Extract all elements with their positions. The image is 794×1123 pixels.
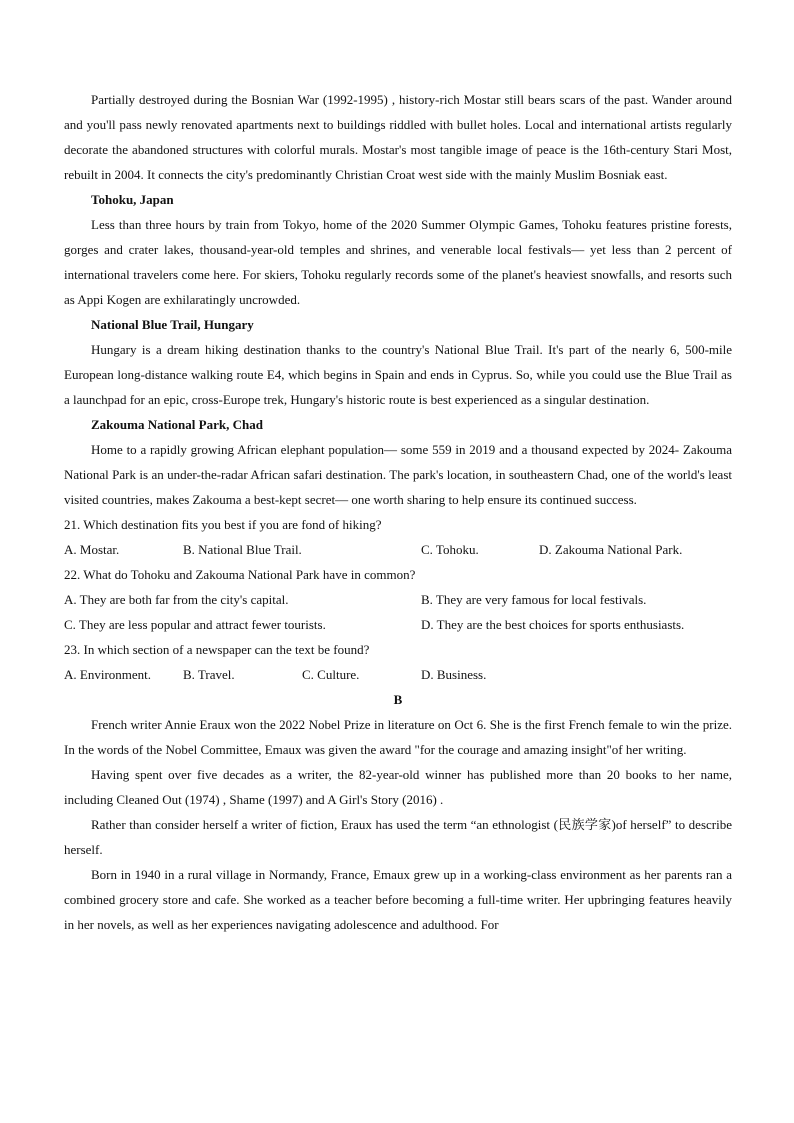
option-23-b: B. Travel.: [183, 667, 235, 682]
heading-tohoku: Tohoku, Japan: [91, 192, 174, 207]
option-21-c: C. Tohoku.: [421, 542, 479, 557]
question-21: 21. Which destination fits you best if you are fond of hiking?: [64, 517, 382, 532]
question-22-options-row2: [64, 612, 732, 637]
question-23: 23. In which section of a newspaper can the text be found?: [64, 642, 370, 657]
heading-zakouma: Zakouma National Park, Chad: [91, 417, 263, 432]
paragraph-b2: Having spent over five decades as a writer, the 82-year-old winner has published more than 20 books to her name, including Cleaned Out (1974) , Shame (1997) and A Girl's Story (2016) .: [64, 767, 732, 807]
document-page: [64, 87, 732, 937]
paragraph-b3: Rather than consider herself a writer of fiction, Eraux has used the term “an ethnologist (民族学家)of herself” to describe herself.: [64, 817, 732, 857]
section-b-label: B: [393, 692, 403, 707]
option-21-d: D. Zakouma National Park.: [539, 542, 683, 557]
option-21-b: B. National Blue Trail.: [183, 542, 302, 557]
option-22-d: D. They are the best choices for sports enthusiasts.: [421, 617, 685, 632]
paragraph-mostar: Partially destroyed during the Bosnian War (1992-1995) , history-rich Mostar still bears scars of the past. Wander around and you'll pass newly renovated apartments next to buildings riddled with bullet holes. Local and international artists regularly decorate the abandoned structures with colorful murals. Mostar's most tangible image of peace is the 16th-century Stari Most, rebuilt in 2004. It connects the city's predominantly Christian Croat west side with the mainly Muslim Bosniak east.: [64, 92, 732, 182]
question-23-options: [64, 662, 732, 687]
question-22-options-row1: [64, 587, 732, 612]
option-21-a: A. Mostar.: [64, 542, 120, 557]
option-22-c: C. They are less popular and attract fewer tourists.: [64, 617, 326, 632]
option-23-d: D. Business.: [421, 667, 487, 682]
option-23-a: A. Environment.: [64, 667, 152, 682]
paragraph-b4: Born in 1940 in a rural village in Normandy, France, Emaux grew up in a working-class environment as her parents ran a combined grocery store and cafe. She worked as a teacher before becoming a full-time writer. Her upbringing features heavily in her novels, as well as her experiences navigating adolescence and adulthood. For: [64, 867, 732, 932]
option-22-a: A. They are both far from the city's capital.: [64, 592, 289, 607]
option-22-b: B. They are very famous for local festivals.: [421, 592, 647, 607]
question-21-options: [64, 537, 732, 562]
question-22: 22. What do Tohoku and Zakouma National Park have in common?: [64, 567, 416, 582]
option-23-c: C. Culture.: [302, 667, 360, 682]
heading-blue-trail: National Blue Trail, Hungary: [91, 317, 254, 332]
paragraph-tohoku: Less than three hours by train from Tokyo, home of the 2020 Summer Olympic Games, Tohoku features pristine forests, gorges and crater lakes, thousand-year-old temples and shrines, and venerable local festivals— yet less than 2 percent of international travelers come here. For skiers, Tohoku regularly records some of the planet's heaviest snowfalls, and resorts such as Appi Kogen are exhilaratingly uncrowded.: [64, 217, 732, 307]
paragraph-blue-trail: Hungary is a dream hiking destination thanks to the country's National Blue Trail. It's part of the nearly 6, 500-mile European long-distance walking route E4, which begins in Spain and ends in Cyprus. So, while you could use the Blue Trail as a launchpad for an epic, cross-Europe trek, Hungary's historic route is best experienced as a singular destination.: [64, 342, 732, 407]
paragraph-zakouma: Home to a rapidly growing African elephant population— some 559 in 2019 and a thousand expected by 2024- Zakouma National Park is an under-the-radar African safari destination. The park's location, in southeastern Chad, one of the world's least visited countries, makes Zakouma a best-kept secret— one worth sharing to help ensure its continued success.: [64, 442, 732, 507]
paragraph-b1: French writer Annie Eraux won the 2022 Nobel Prize in literature on Oct 6. She is the first French female to win the prize. In the words of the Nobel Committee, Emaux was given the award "for the courage and amazing insight"of her writing.: [64, 717, 732, 757]
